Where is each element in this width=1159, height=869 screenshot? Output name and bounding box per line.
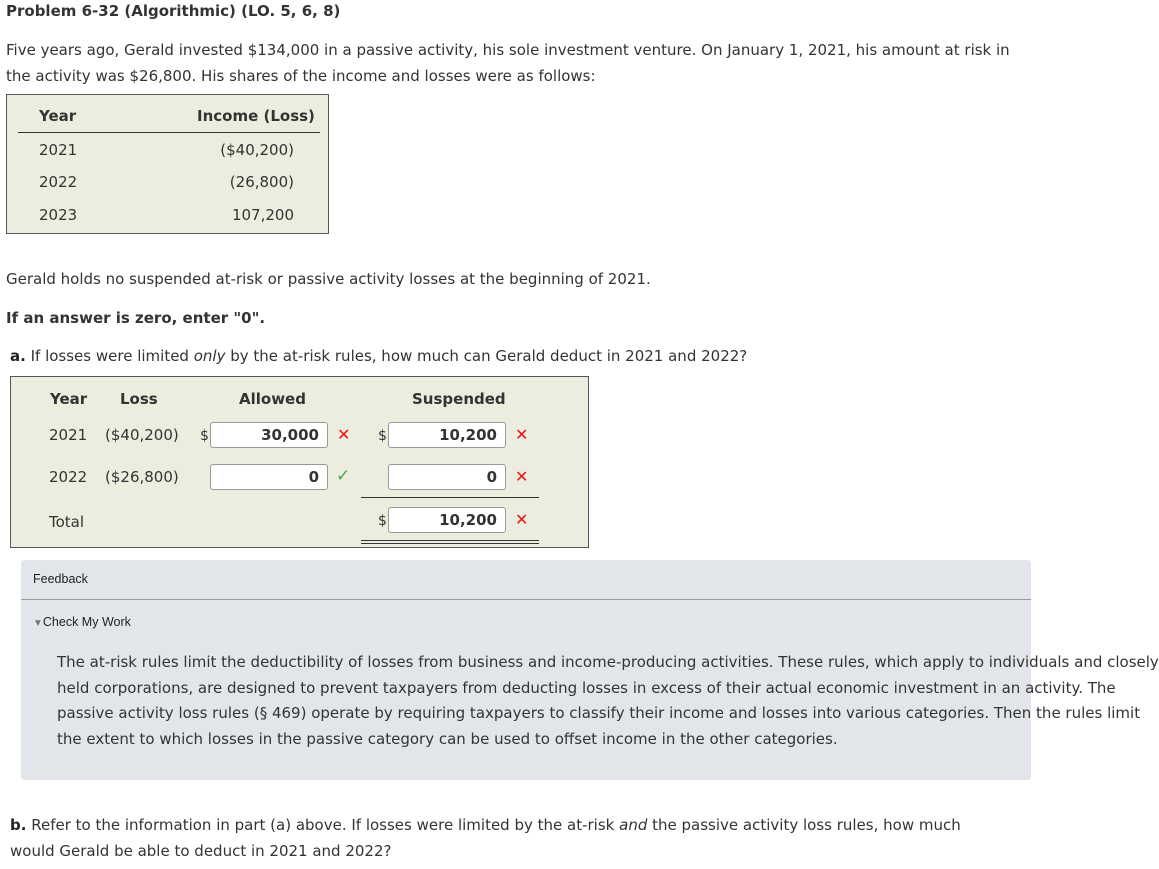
row-year: 2021	[49, 426, 88, 444]
x-mark-icon: ✕	[515, 510, 529, 529]
suspended-input-2021[interactable]: 10,200	[388, 422, 506, 448]
row-loss: ($26,800)	[105, 468, 179, 486]
income-row-amount: (26,800)	[229, 173, 294, 191]
income-row-year: 2021	[39, 141, 78, 159]
income-row-amount: ($40,200)	[220, 141, 294, 159]
suspended-note: Gerald holds no suspended at-risk or passive activity losses at the beginning of 2021.	[6, 270, 651, 288]
row-loss: ($40,200)	[105, 426, 179, 444]
answer-table	[10, 376, 589, 548]
part-b-text: Refer to the information in part (a) above. If losses were limited by the at-risk	[31, 816, 615, 834]
currency-sign: $	[378, 513, 387, 529]
allowed-input-2022[interactable]: 0	[210, 464, 328, 490]
part-b-emphasis: and	[619, 816, 648, 834]
suspended-total-input[interactable]: 10,200	[388, 507, 506, 533]
income-header-rule	[18, 132, 320, 133]
feedback-label: Feedback	[33, 572, 88, 586]
feedback-line: passive activity loss rules (§ 469) operate by requiring taxpayers to classify their income and losses into various categories. Then the rules limit	[57, 704, 1141, 722]
part-a-question	[10, 347, 747, 365]
header-suspended: Suspended	[412, 390, 506, 408]
part-b-question	[10, 813, 1010, 864]
income-row-amount: 107,200	[231, 206, 294, 224]
part-b-prefix: b.	[10, 816, 27, 834]
part-a-prefix: a.	[10, 347, 26, 365]
allowed-input-2021[interactable]: 30,000	[210, 422, 328, 448]
part-a-text: by the at-risk rules, how much can Gerald deduct in 2021 and 2022?	[230, 347, 748, 365]
feedback-line: the extent to which losses in the passive category can be used to offset income in the other categories.	[57, 729, 838, 748]
feedback-panel	[21, 560, 1159, 780]
toggle-label: Check My Work	[42, 615, 131, 629]
row-year: 2022	[49, 468, 88, 486]
header-loss: Loss	[120, 390, 158, 408]
feedback-line: The at-risk rules limit the deductibility of losses from business and income-producing activities. These rules, which apply to individuals and closely	[57, 653, 1159, 671]
x-mark-icon: ✕	[515, 467, 529, 486]
income-row-year: 2022	[39, 173, 78, 191]
currency-sign: $	[378, 428, 387, 444]
header-allowed: Allowed	[239, 390, 306, 408]
subtotal-rule	[361, 497, 539, 498]
feedback-divider	[21, 599, 1031, 600]
income-header-amount: Income (Loss)	[197, 107, 315, 125]
feedback-text	[57, 650, 1159, 752]
x-mark-icon: ✕	[515, 425, 529, 444]
check-my-work-toggle[interactable]	[33, 615, 131, 629]
part-a-emphasis: only	[193, 347, 226, 365]
suspended-input-2022[interactable]: 0	[388, 464, 506, 490]
currency-sign: $	[200, 428, 209, 444]
income-table	[6, 94, 329, 234]
zero-instruction: If an answer is zero, enter "0".	[6, 309, 266, 327]
part-b-text: the passive activity loss rules, how much would Gerald be able to deduct in 2021 and 2022?	[10, 816, 961, 860]
part-a-text: If losses were limited	[30, 347, 189, 365]
triangle-down-icon: ▼	[33, 618, 43, 629]
income-header-year: Year	[39, 107, 77, 125]
problem-intro: Five years ago, Gerald invested $134,000 in a passive activity, his sole investment venture. On January 1, 2021, his amount at risk in the activity was $26,800. His shares of the income and losses were as follows:	[6, 41, 1010, 85]
total-double-rule	[361, 540, 539, 544]
problem-title: Problem 6-32 (Algorithmic) (LO. 5, 6, 8)	[6, 2, 341, 20]
header-year: Year	[50, 390, 88, 408]
feedback-line: held corporations, are designed to prevent taxpayers from deducting losses in excess of their actual economic investment in an activity. The	[57, 678, 1116, 697]
income-row-year: 2023	[39, 206, 78, 224]
x-mark-icon: ✕	[337, 425, 351, 444]
total-label: Total	[49, 513, 85, 531]
check-mark-icon: ✓	[336, 466, 351, 486]
